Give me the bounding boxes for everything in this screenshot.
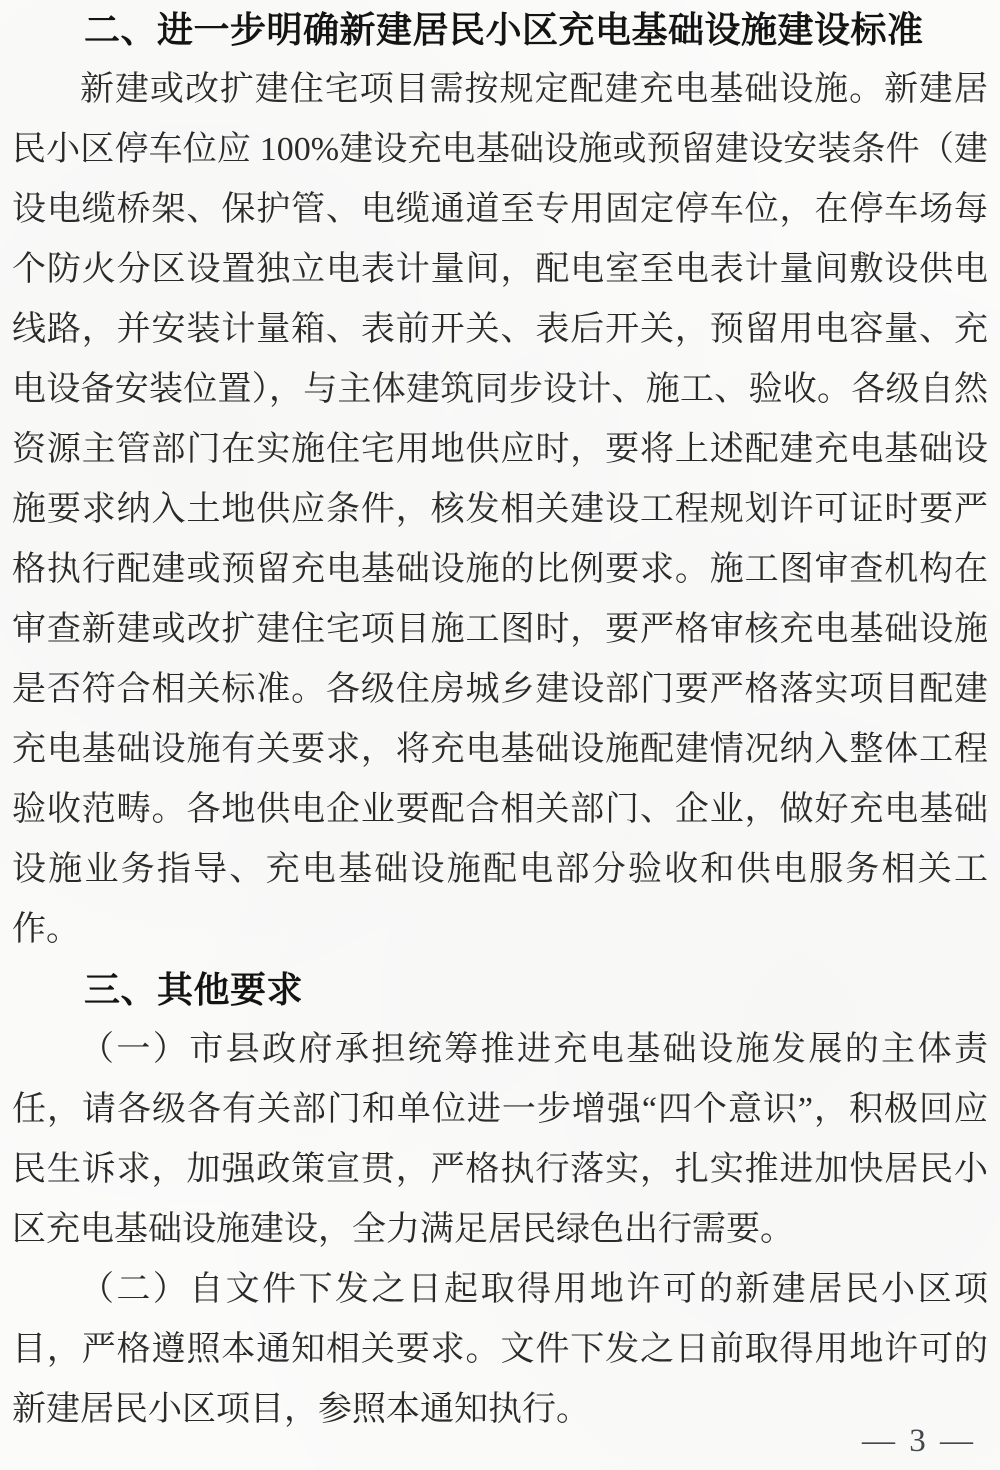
page-number: — 3 —: [862, 1423, 976, 1459]
paragraph-charging-standards: 新建或改扩建住宅项目需按规定配建充电基础设施。新建居民小区停车位应 100%建设充电基础设施或预留建设安装条件（建设电缆桥架、保护管、电缆通道至专用固定停车位，在停车场每个防火分区设置独立电表计量间，配电室至电表计量间敷设供电线路，并安装计量箱、表前开关、表后开关，预留用电容量、充电设备安装位置），与主体建筑同步设计、施工、验收。各级自然资源主管部门在实施住宅用地供应时，要将上述配建充电基础设施要求纳入土地供应条件，核发相关建设工程规划许可证时要严格执行配建或预留充电基础设施的比例要求。施工图审查机构在审查新建或改扩建住宅项目施工图时，要严格审核充电基础设施是否符合相关标准。各级住房城乡建设部门要严格落实项目配建充电基础设施有关要求，将充电基础设施配建情况纳入整体工程验收范畴。各地供电企业要配合相关部门、企业，做好充电基础设施业务指导、充电基础设施配电部分验收和供电服务相关工作。: [12, 71, 988, 948]
section-heading-other-requirements: 三、其他要求: [84, 969, 304, 1010]
paragraph-other-requirements-1: （一）市县政府承担统筹推进充电基础设施发展的主体责任，请各级各有关部门和单位进一步增强“四个意识”，积极回应民生诉求，加强政策宣贯，严格执行落实，扎实推进加快居民小区充电基础设施建设，全力满足居民绿色出行需要。: [12, 1031, 988, 1248]
paragraph-other-requirements-2: （二）自文件下发之日起取得用地许可的新建居民小区项目，严格遵照本通知相关要求。文件下发之日前取得用地许可的新建居民小区项目，参照本通知执行。: [12, 1271, 988, 1428]
section-heading-charging-standards: 二、进一步明确新建居民小区充电基础设施建设标准: [84, 9, 924, 50]
